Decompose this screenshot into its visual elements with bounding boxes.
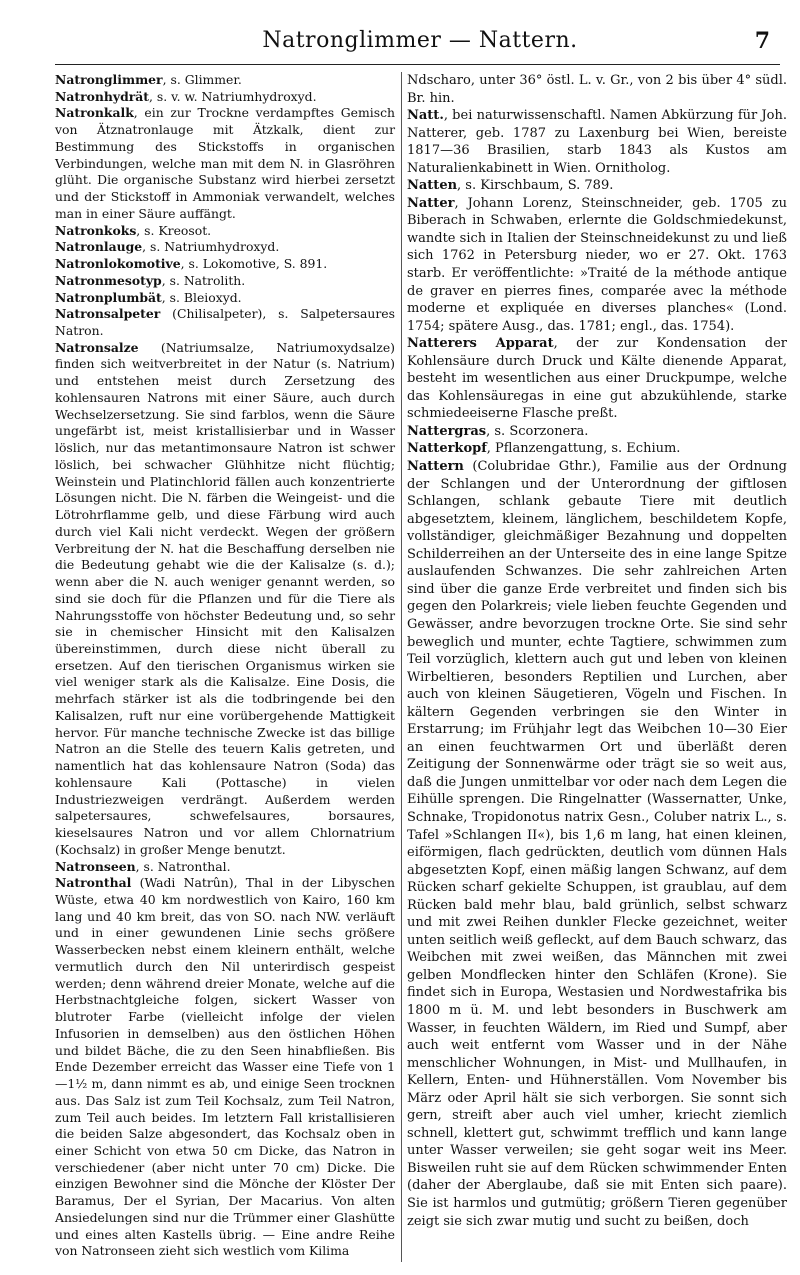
entry-headword: Natterkopf — [407, 441, 487, 457]
entry-text: , s. Lokomotive, S. 891. — [180, 256, 328, 272]
dictionary-entry — [55, 340, 395, 859]
entry-headword: Nattern — [407, 459, 464, 475]
entry-headword: Natronglimmer — [55, 72, 163, 87]
dictionary-entry — [55, 875, 395, 1260]
dictionary-entry — [407, 423, 787, 441]
entry-headword: Natt. — [407, 108, 444, 124]
dictionary-entry — [55, 256, 395, 273]
dictionary-entry — [407, 107, 787, 177]
dictionary-entry — [407, 72, 787, 107]
dictionary-entry — [407, 335, 787, 423]
entry-text: (Colubridae Gthr.), Familie aus der Ordnung der Schlangen und der Unterordnung der giftlosen Schlangen, schlank gebaute Tiere mit deutlich abgesetztem, kleinem, länglichem, beschildetem Kopfe, vollständiger, gleichmäßiger Bezahnung und doppelten Schilderreihen an der Unterseite des in eine lange Spitze auslaufenden Schwanzes. Die sehr zahlreichen Arten sind über die ganze Erde verbreitet und finden sich bis gegen den Polarkreis; viele lieben feuchte Gegenden und Gewässer, andre bevorzugen trockne Orte. Sie sind sehr beweglich und munter, echte Tagtiere, schwimmen zum Teil vorzüglich, klettern auch gut und leben von kleinen Wirbeltieren, besonders Reptilien und Lurchen, aber auch von kleinen Säugetieren, Vögeln und Fischen. In kältern Gegenden verbringen sie den Winter in Erstarrung; im Frühjahr legt das Weibchen 10—30 Eier an einen feuchtwarmen Ort und überläßt deren Zeitigung der Sonnenwärme oder trägt sie so weit aus, daß die Jungen unmittelbar vor oder nach dem Legen die Eihülle sprengen. Die Ringelnatter (Wassernatter, Unke, Schnake, Tropidonotus natrix Gesn., Coluber natrix L., s. Tafel »Schlangen II«), bis 1,6 m lang, hat einen kleinen, eiförmigen, flach gedrückten, deutlich vom dünnen Hals abgesetzten Kopf, einen mäßig langen Schwanz, auf dem Rücken scharf gekielte Schuppen, ist graublau, auf dem Rücken bald mehr blau, bald grünlich, selbst schwarz und mit zwei Reihen dunkler Flecke gezeichnet, weiter unten seitlich weiß gefleckt, auf dem Bauch schwarz, das Weibchen mit zwei weißen, das Männchen mit zwei gelben Mondflecken hinter den Schläfen (Krone). Sie findet sich in Europa, Westasien und Nordwestafrika bis 1800 m ü. M. und lebt besonders in Buschwerk am Wasser, in feuchten Wäldern, im Ried und Sumpf, aber auch weit entfernt vom Wasser und in der Nähe menschlicher Wohnungen, in Mist- und Mullhaufen, in Kellern, Enten- und Hühnerställen. Vom November bis März oder April hält sie sich verborgen. Sie sonnt sich gern, streift aber auch viel umher, kriecht ziemlich schnell, klettert gut, schwimmt trefflich und kann lange unter Wasser verweilen; sie geht sogar weit ins Meer. Bisweilen ruht sie auf dem Rücken schwimmender Enten (daher der Aberglaube, daß sie mit Enten sich paare). Sie ist harmlos und gutmütig; größern Tieren gegenüber zeigt sie sich zwar mutig und sucht zu beißen, doch — [407, 459, 787, 1229]
entry-headword: Natronmesotyp — [55, 272, 162, 288]
entry-headword: Natronthal — [55, 875, 132, 891]
entry-text: , ein zur Trockne verdampftes Gemisch von Ätznatronlauge mit Ätzkalk, dient zur Bestimmung des Stickstoffs in organischen Verbindungen, welche man mit dem N. in Glasröhren glüht. Die organische Substanz wird hierbei zersetzt und der Stickstoff in Ammoniak verwandelt, welches man in einer Säure auffängt. — [55, 105, 395, 221]
dictionary-entry — [407, 440, 787, 458]
entry-text: , s. Kirschbaum, S. 789. — [457, 178, 614, 194]
dictionary-entry — [407, 458, 787, 1230]
running-head: Natronglimmer — Nattern. — [262, 28, 578, 53]
left-column — [55, 72, 395, 1260]
entry-headword: Natronsalze — [55, 339, 139, 355]
entry-text: , s. Kreosot. — [136, 222, 212, 238]
dictionary-entry — [55, 105, 395, 222]
entry-text: , Johann Lorenz, Steinschneider, geb. 1705 zu Biberach in Schwaben, erlernte die Goldschmiedekunst, wandte sich in Italien der Steinschneidekunst zu und ließ sich 1762 in Petersburg nieder, wo er 27. Okt. 1763 starb. Er veröffentlichte: »Traité de la méthode antique de graver en pierres fines, comparée avec la méthode moderne et expliquée en diverses planches« (Lond. 1754; spätere Ausg., das. 1781; engl., das. 1754). — [407, 195, 787, 334]
page-header — [60, 28, 780, 64]
dictionary-entry — [55, 273, 395, 290]
dictionary-entry — [407, 177, 787, 195]
entry-headword: Natronplumbät — [55, 289, 162, 305]
entry-text: , s. Bleioxyd. — [161, 289, 242, 305]
header-rule — [55, 64, 780, 65]
entry-headword: Natronlokomotive — [55, 256, 181, 272]
entry-text: , bei naturwissenschaftl. Namen Abkürzung für Joh. Natterer, geb. 1787 zu Laxenburg bei Wien, bereiste 1817—36 Brasilien, starb 1843 als Kustos am Naturalienkabinett in Wien. Ornitholog. — [407, 108, 787, 176]
column-divider — [401, 72, 402, 1262]
entry-text: , s. Natriumhydroxyd. — [142, 239, 280, 255]
dictionary-entry — [55, 89, 395, 106]
entry-headword: Natten — [407, 178, 458, 194]
dictionary-entry — [55, 290, 395, 307]
dictionary-entry — [407, 195, 787, 335]
entry-headword: Natronhydrät — [55, 88, 150, 104]
dictionary-entry — [55, 72, 395, 89]
entry-text: , s. Glimmer. — [162, 72, 242, 87]
dictionary-entry — [55, 859, 395, 876]
right-column — [407, 72, 787, 1230]
entry-headword: Natronsalpeter — [55, 306, 161, 322]
entry-text: , s. v. w. Natriumhydroxyd. — [149, 88, 317, 104]
entry-text: Ndscharo, unter 36° östl. L. v. Gr., von 2 bis über 4° südl. Br. hin. — [407, 73, 787, 106]
entry-headword: Natronkalk — [55, 105, 134, 121]
entry-text: , der zur Kondensation der Kohlensäure durch Druck und Kälte dienende Apparat, besteht im wesentlichen aus einer Druckpumpe, welche das Kohlensäuregas in eine gut abzukühlende, starke schmiedeeiserne Flasche preßt. — [407, 336, 787, 422]
entry-headword: Natronseen — [55, 858, 136, 874]
dictionary-entry — [55, 223, 395, 240]
entry-headword: Natterers Apparat — [407, 336, 554, 352]
entry-text: (Wadi Natrûn), Thal in der Libyschen Wüste, etwa 40 km nordwestlich von Kairo, 160 km lang und 40 km breit, das von SO. nach NW. verläuft und in einer gewundenen Linie sechs größere Wasserbecken nebst einem kleinern enthält, welche vermutlich durch den Nil unterirdisch gespeist werden; denn während dreier Monate, welche auf die Herbstnachtgleiche folgen, sickert Wasser von blutroter Farbe (vielleicht infolge der vielen Infusorien in demselben) aus den östlichen Höhen und bildet Bäche, die zu den Seen hinabfließen. Bis Ende Dezember erreicht das Wasser eine Tiefe von 1—1½ m, dann nimmt es ab, und einige Seen trocknen aus. Das Salz ist zum Teil Kochsalz, zum Teil Natron, zum Teil auch beides. Im letztern Fall kristallisieren die beiden Salze abgesondert, das Kochsalz oben in einer Schicht von etwa 50 cm Dicke, das Natron in verschiedener (aber nicht unter 70 cm) Dicke. Die einzigen Bewohner sind die Mönche der Klöster Der Baramus, Der el Syrian, Der Macarius. Von alten Ansiedelungen sind nur die Trümmer einer Glashütte und eines alten Kastells übrig. — Eine andre Reihe von Natronseen zieht sich westlich vom Kilima — [55, 875, 395, 1259]
entry-text: (Chilisalpeter), s. Salpetersaures Natron. — [55, 306, 395, 339]
entry-headword: Natter — [407, 195, 455, 211]
page-number: 7 — [754, 28, 770, 54]
entry-text: , s. Natronthal. — [135, 858, 231, 874]
entry-text: , s. Natrolith. — [161, 272, 246, 288]
entry-text: (Natriumsalze, Natriumoxydsalze) finden sich weitverbreitet in der Natur (s. Natrium) und entstehen meist durch Zersetzung des kohlensauren Natrons mit einer Säure, auch durch Wechselzersetzung. Sie sind farblos, wenn die Säure ungefärbt ist, meist kristallisierbar und in Wasser löslich, nur das metantimonsaure Natron ist schwer löslich, bei schwacher Glühhitze nicht flüchtig; Weinstein und Platinchlorid fällen auch konzentrierte Lösungen nicht. Die N. färben die Weingeist- und die Lötrohrflamme gelb, und diese Färbung wird auch durch viel Kali nicht verdeckt. Wegen der größern Verbreitung der N. hat die Beschaffung derselben nie die Bedeutung gehabt wie die der Kalisalze (s. d.); wenn aber die N. auch weniger genannt werden, so sind sie doch für die Pflanzen und für die Tiere als Nahrungsstoffe von höchster Bedeutung und, so sehr sie in chemischer Hinsicht mit den Kalisalzen übereinstimmen, durch diese nicht überall zu ersetzen. Auf den tierischen Organismus wirken sie viel weniger stark als die Kalisalze. Eine Dosis, die mehrfach stärker ist als die todbringende bei den Kalisalzen, ruft nur eine vorübergehende Mattigkeit hervor. Für manche technische Zwecke ist das billige Natron an die Stelle des teuern Kalis getreten, und namentlich hat das kohlensaure Natron (Soda) das kohlensaure Kali (Pottasche) in vielen Industriezweigen verdrängt. Außerdem werden salpetersaures, schwefelsaures, borsaures, kieselsaures Natron und vor allem Chlornatrium (Kochsalz) in großer Menge benutzt. — [55, 339, 395, 857]
entry-headword: Nattergras — [407, 423, 487, 439]
dictionary-entry — [55, 306, 395, 339]
entry-text: , s. Scorzonera. — [486, 423, 589, 439]
dictionary-entry — [55, 239, 395, 256]
entry-headword: Natronlauge — [55, 239, 143, 255]
entry-text: , Pflanzengattung, s. Echium. — [486, 441, 681, 457]
entry-headword: Natronkoks — [55, 222, 137, 238]
